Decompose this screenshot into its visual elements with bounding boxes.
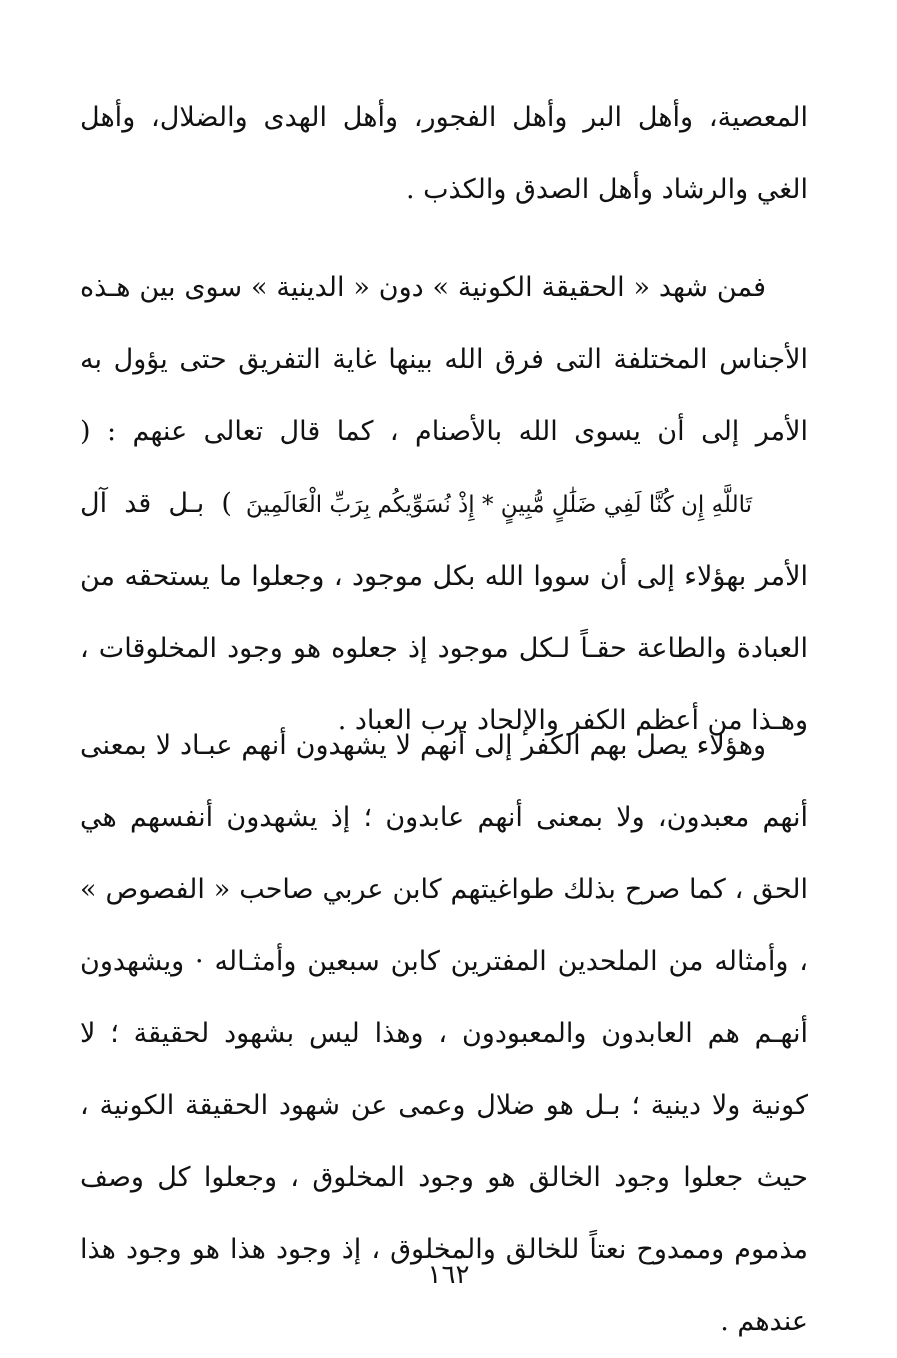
paragraph-2-part-b: ) بـل قد آل الأمر بهؤلاء إلى أن سووا الله بكل موجود ، وجعلوا ما يستحقه من العبادة والطاعة حقـاً لـكل موجود إذ جعلوه هو وجود المخلوقات ، وهـذا من أعظم الكفر والإلحاد برب العباد . — [80, 488, 808, 736]
paragraph-2 — [80, 252, 808, 757]
paragraph-1-text: المعصية، وأهل البر وأهل الفجور، وأهل الهدى والضلال، وأهل الغي والرشاد وأهل الصدق والكذب . — [80, 102, 808, 205]
paragraph-2-text — [80, 252, 808, 757]
quran-verse: تَاللَّهِ إِن كُنَّا لَفِي ضَلَٰلٍ مُّبِينٍ * إِذْ نُسَوِّيكُم بِرَبِّ الْعَالَمِينَ — [245, 492, 752, 518]
page-number: ١٦٢ — [427, 1260, 470, 1290]
paragraph-3-text: وهؤلاء يصل بهم الكفر إلى أنهم لا يشهدون أنهم عبـاد لا بمعنى أنهم معبدون، ولا بمعنى أنهم عابدون ؛ إذ يشهدون أنفسهم هي الحق ، كما صرح بذلك طواغيتهم كابن عربي صاحب « الفصوص » ، وأمثاله من الملحدين المفترين كابن سبعين وأمثـاله · ويشهدون أنهـم هم العابدون والمعبودون ، وهذا ليس بشهود لحقيقة ؛ لا كونية ولا دينية ؛ بـل هو ضلال وعمى عن شهود الحقيقة الكونية ، حيث جعلوا وجود الخالق هو وجود المخلوق ، وجعلوا كل وصف مذموم وممدوح نعتاً للخالق والمخلوق ، إذ وجود هذا هو وجود هذا عندهم . — [80, 730, 808, 1337]
paragraph-1 — [80, 82, 808, 226]
paragraph-2-part-a: فمن شهد « الحقيقة الكونية » دون « الدينية » سوى بين هـذه الأجناس المختلفة التى فرق الله بينها غاية التفريق حتى يؤول به الأمر إلى أن يسوى الله بالأصنام ، كما قال تعالى عنهم : ( — [80, 272, 808, 447]
